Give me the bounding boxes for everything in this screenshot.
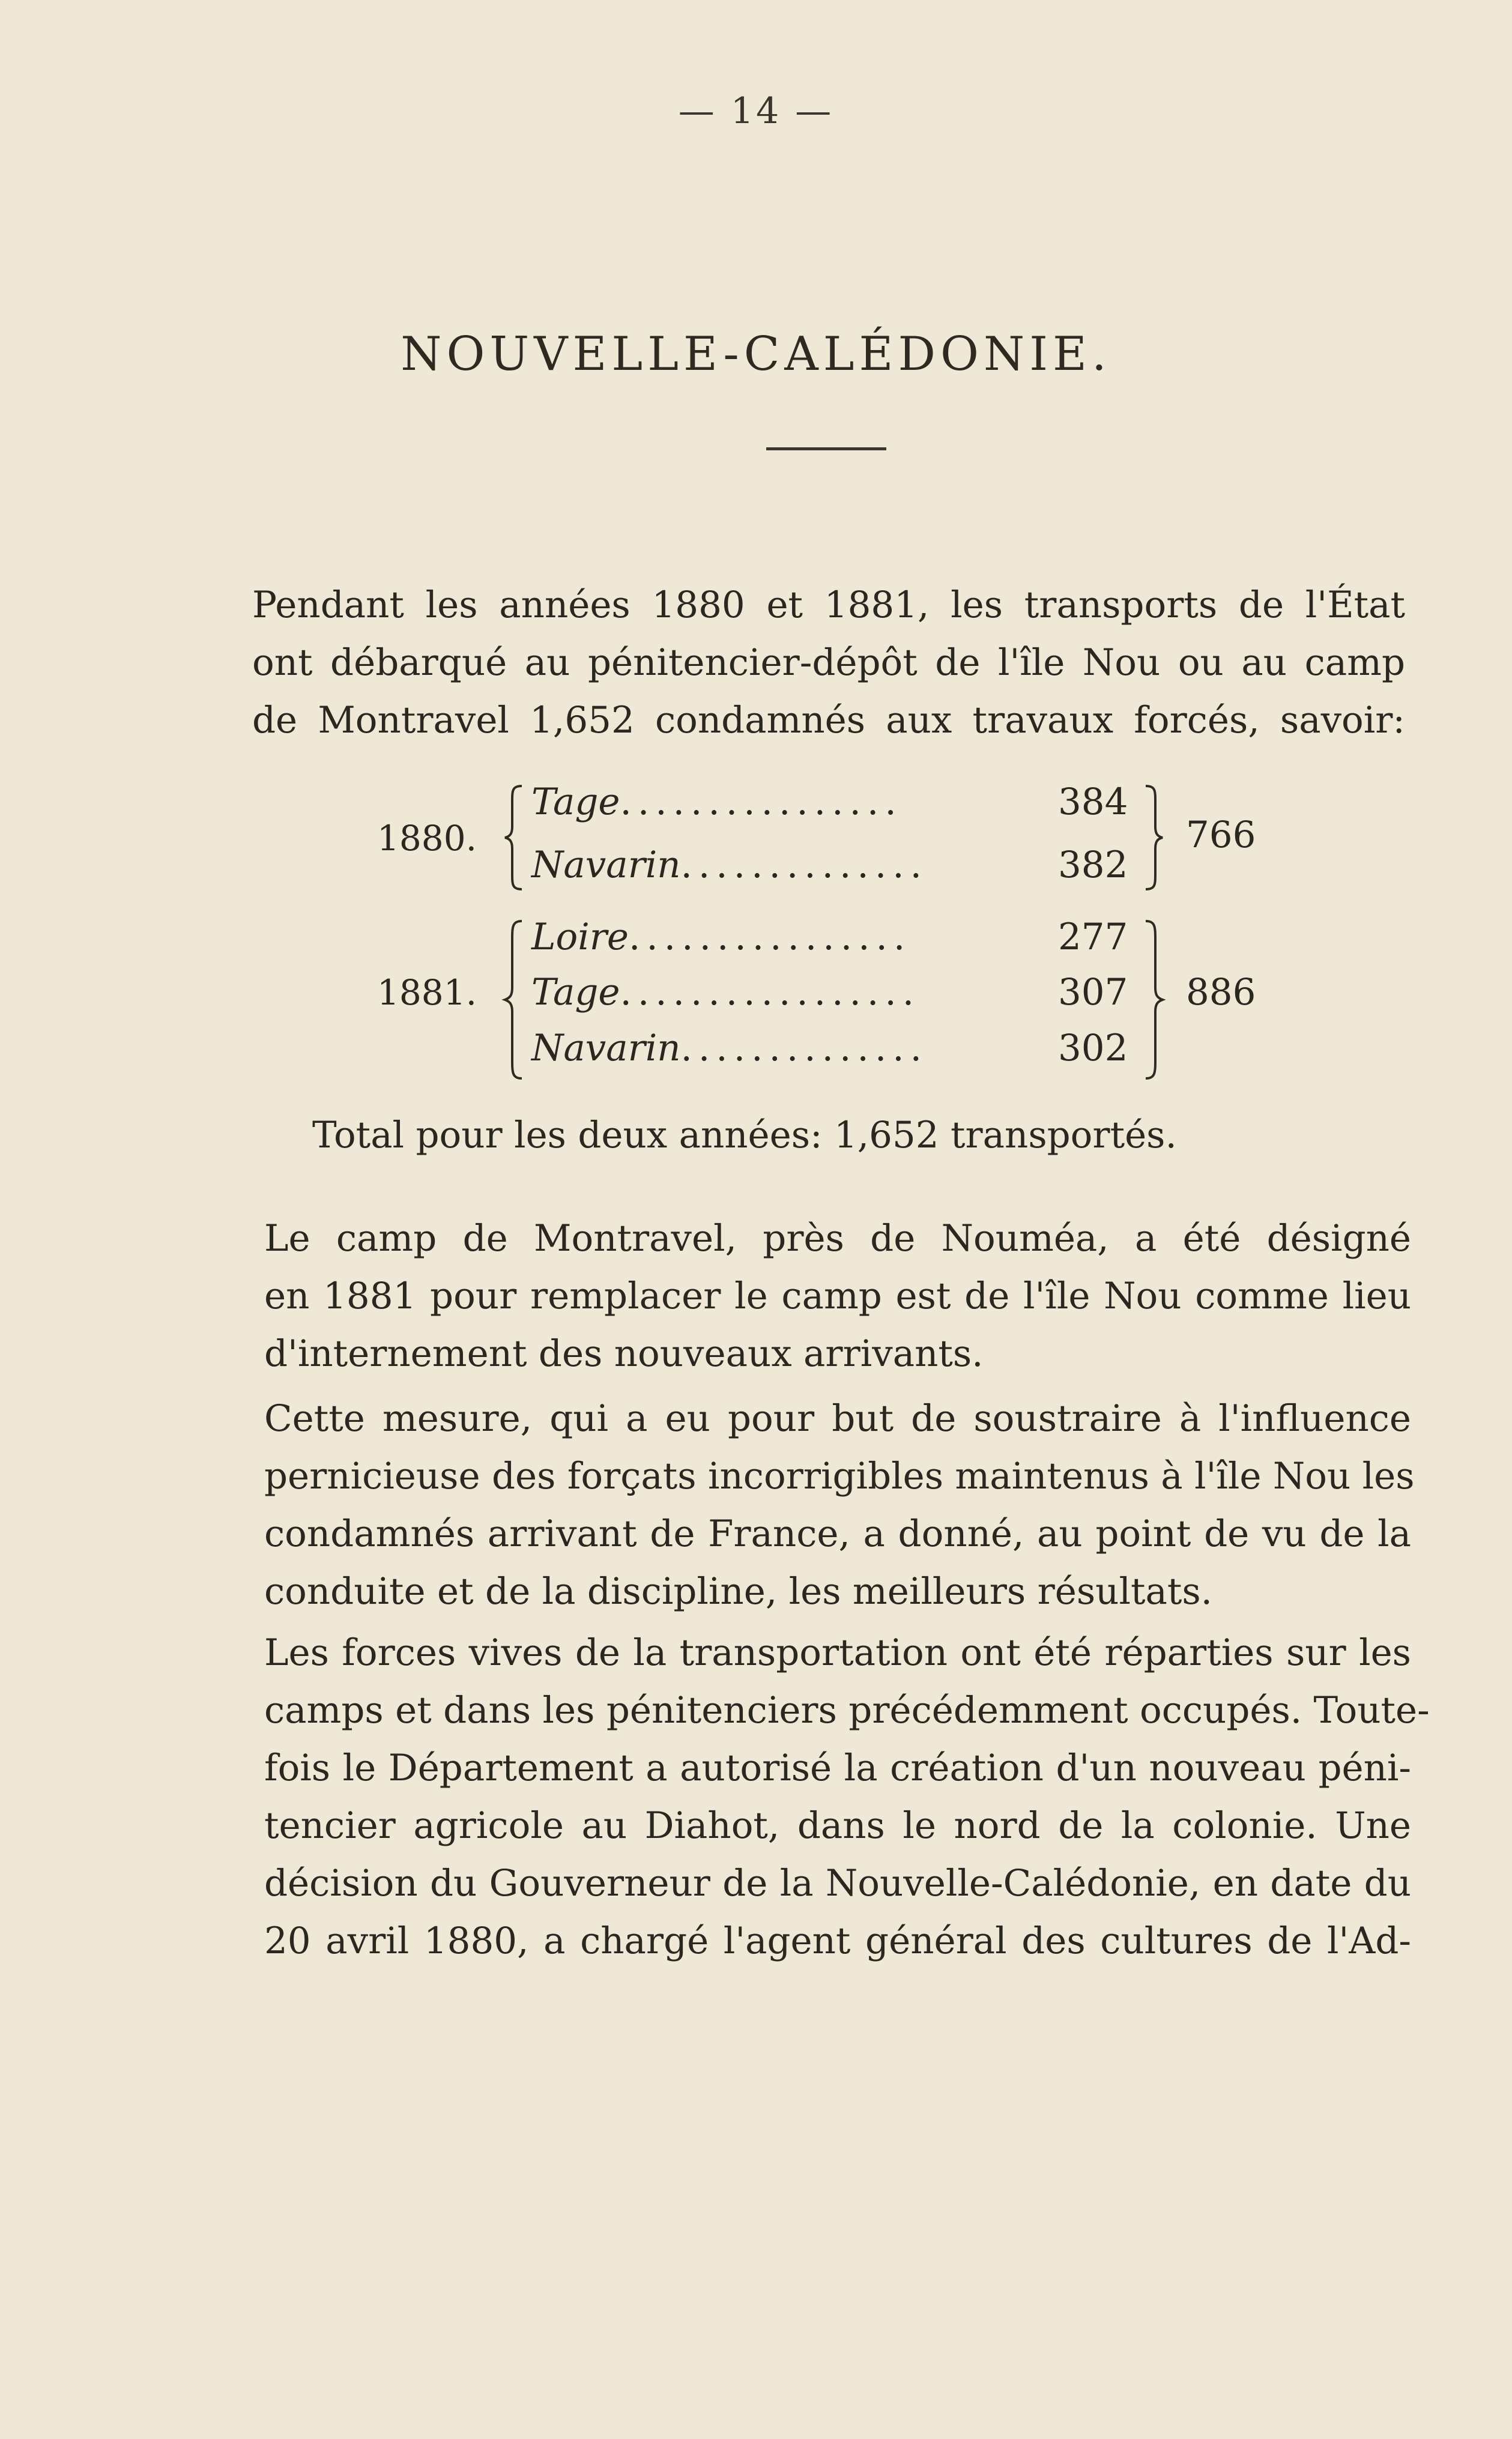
text-line: Pendant les années 1880 et 1881, les transports de l'État [252,584,1405,626]
text-line: de Montravel 1,652 condamnés aux travaux forcés, savoir: [252,699,1405,742]
text-line: Les forces vives de la transportation ont été réparties sur les [264,1631,1411,1674]
table-row [531,916,911,959]
brace-left-1880 [501,784,525,892]
text-line: condamnés arrivant de France, a donné, au point de vu de la [264,1513,1411,1555]
total-line: Total pour les deux années: 1,652 transportés. [312,1114,1177,1156]
text-line: décision du Gouverneur de la Nouvelle-Calédonie, en date du [264,1862,1411,1905]
table-row-count: 277 [1058,916,1128,958]
table-row-count: 302 [1058,1027,1128,1069]
text-line: en 1881 pour remplacer le camp est de l'île Nou comme lieu [264,1275,1411,1317]
title-rule [766,447,886,450]
text-line: ont débarqué au pénitencier-dépôt de l'île Nou ou au camp [252,641,1405,684]
table-total-1881: 886 [1186,971,1256,1014]
table-row [531,1027,928,1070]
ship-name: Navarin [531,1027,681,1069]
text-line: Le camp de Montravel, près de Nouméa, a été désigné [264,1217,1411,1260]
paragraph-montravel [264,1210,1411,1383]
leader-dots: ................ [629,916,912,958]
text-line: d'internement des nouveaux arrivants. [264,1332,984,1375]
table-row-count: 384 [1058,781,1128,823]
text-line: fois le Département a autorisé la création d'un nouveau péni- [264,1747,1411,1789]
ship-name: Loire [531,916,629,958]
table-row [531,781,903,824]
brace-left-1881 [501,919,525,1081]
text-line: conduite et de la discipline, les meilleurs résultats. [264,1570,1213,1613]
table-row [531,971,920,1014]
text-line: 20 avril 1880, a chargé l'agent général des cultures de l'Ad- [264,1920,1411,1962]
table-total-1880: 766 [1186,814,1256,856]
text-line: camps et dans les pénitenciers précédemment occupés. Toute- [264,1689,1430,1732]
paragraph-mesure [264,1390,1415,1621]
text-line: pernicieuse des forçats incorrigibles maintenus à l'île Nou les [264,1455,1415,1498]
ship-name: Navarin [531,844,681,886]
table-row-count: 307 [1058,971,1128,1014]
leader-dots: ................ [620,781,903,823]
page-title: NOUVELLE-CALÉDONIE. [401,327,1111,381]
leader-dots: .............. [680,844,928,886]
leader-dots: ................. [620,971,921,1014]
ship-name: Tage [531,971,620,1014]
brace-right-1881 [1142,919,1166,1081]
table-row-count: 382 [1058,844,1128,886]
table-year-1881: 1881. [377,972,477,1013]
page-number: — 14 — [678,90,834,132]
paragraph-forces-vives [264,1624,1430,1970]
text-line: Cette mesure, qui a eu pour but de soustraire à l'influence [264,1397,1411,1440]
table-year-1880: 1880. [377,818,477,859]
text-line: tencier agricole au Diahot, dans le nord de la colonie. Une [264,1804,1411,1847]
leader-dots: .............. [680,1027,928,1069]
table-row [531,844,928,887]
ship-name: Tage [531,781,620,823]
intro-paragraph [252,576,1405,749]
brace-right-1880 [1142,784,1166,892]
